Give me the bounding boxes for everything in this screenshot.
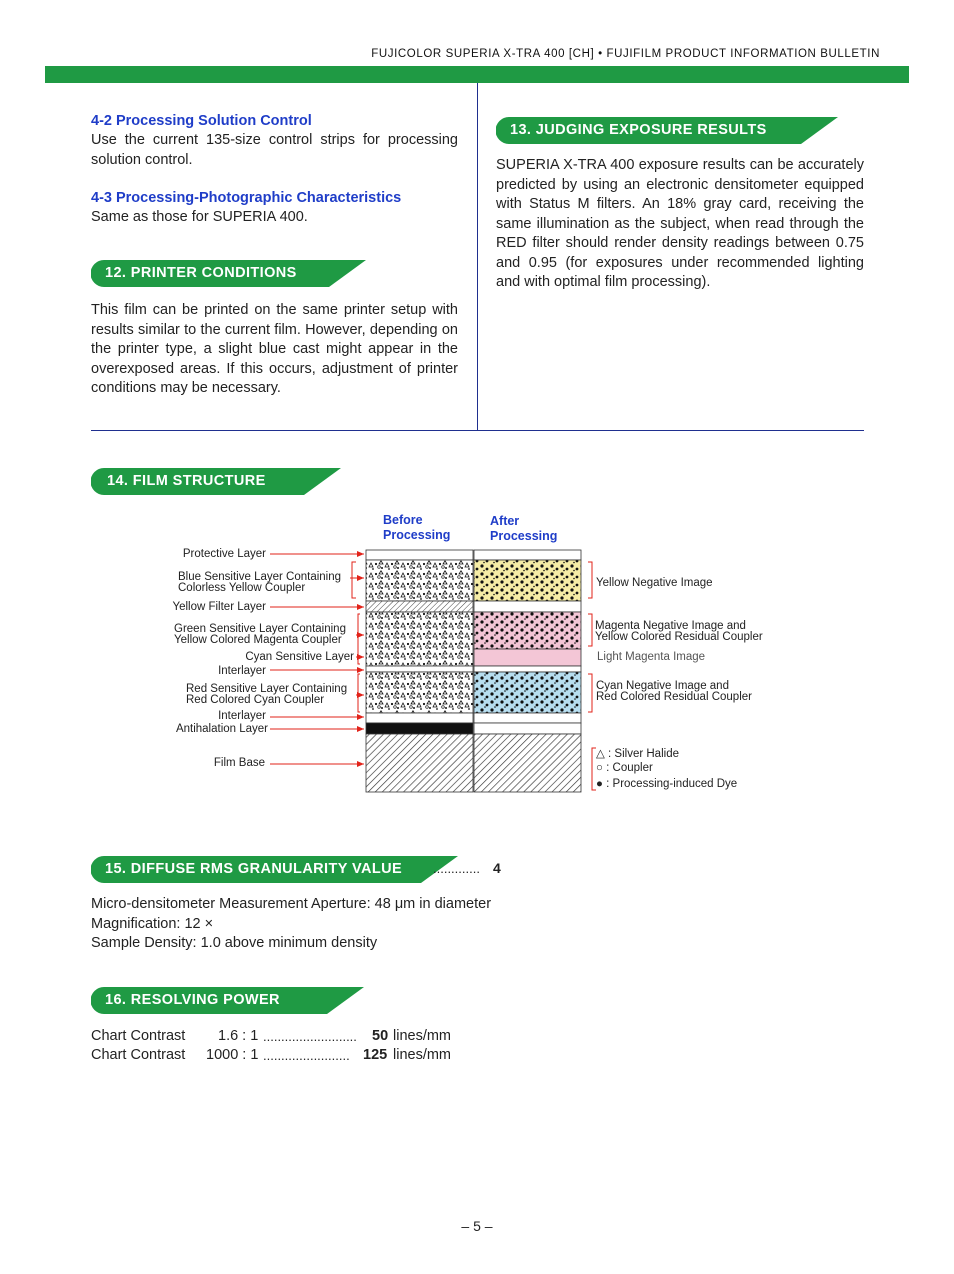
section-rule <box>91 430 864 431</box>
left-braces <box>352 562 360 712</box>
sec15-sample-density: Sample Density: 1.0 above minimum density <box>91 935 378 951</box>
label-antihalation: Antihalation Layer <box>175 723 268 735</box>
label-light-magenta: Light Magenta Image <box>597 651 706 663</box>
sec16-banner-label: 16. RESOLVING POWER <box>105 992 280 1008</box>
label-film-base: Film Base <box>213 757 265 769</box>
sec15-banner-label: 15. DIFFUSE RMS GRANULARITY VALUE <box>105 861 403 877</box>
legend-silver-halide: △ : Silver Halide <box>596 748 679 760</box>
sec15-magnification: Magnification: 12 × <box>91 916 214 932</box>
label-red-layer-1: Red Sensitive Layer Containing <box>186 683 348 695</box>
sec16-row1-unit: lines/mm <box>393 1028 452 1044</box>
label-interlayer-2: Interlayer <box>218 710 266 722</box>
sec15-leader: ............. <box>433 861 480 876</box>
sec14-banner <box>91 468 341 495</box>
sec12-banner <box>91 260 366 287</box>
label-interlayer-1: Interlayer <box>218 665 266 677</box>
sec16-row2-value: 125 <box>363 1047 388 1063</box>
label-yellow-filter: Yellow Filter Layer <box>172 601 266 613</box>
page-number: – 5 – <box>461 1218 493 1234</box>
sec14-banner-label: 14. FILM STRUCTURE <box>107 473 266 489</box>
label-yellow-negative: Yellow Negative Image <box>596 577 713 589</box>
label-cyan-2: Red Colored Residual Coupler <box>596 691 752 703</box>
label-magenta-2: Yellow Colored Residual Coupler <box>595 631 763 643</box>
sec15-banner <box>91 856 458 883</box>
sec16-row1-value: 50 <box>372 1028 389 1044</box>
sec15-aperture: Micro-densitometer Measurement Aperture: 48 μm in diameter <box>91 896 492 912</box>
header-bar <box>45 66 909 83</box>
sec15-value: 4 <box>493 860 501 876</box>
sec42-text: Use the current 135-size control strips for processing solution control. <box>91 132 458 168</box>
after-column <box>474 550 581 792</box>
label-blue-layer-2: Colorless Yellow Coupler <box>178 582 306 594</box>
label-cyan-sensitive: Cyan Sensitive Layer <box>245 651 354 663</box>
before-processing-label: Before Processing <box>383 513 451 542</box>
sec16-row2-ratio: 1000 : 1 <box>206 1047 259 1063</box>
label-green-layer-2: Yellow Colored Magenta Coupler <box>174 634 342 646</box>
sec16-row2-unit: lines/mm <box>393 1047 452 1063</box>
sec16-row2-label: Chart Contrast <box>91 1047 186 1063</box>
label-blue-layer-1: Blue Sensitive Layer Containing <box>178 571 342 583</box>
running-header: FUJICOLOR SUPERIA X-TRA 400 [CH] • FUJIFILM PRODUCT INFORMATION BULLETIN <box>371 48 880 60</box>
label-magenta-1: Magenta Negative Image and <box>595 620 746 632</box>
sec16-row2-leader: ........................ <box>263 1048 350 1063</box>
legend-coupler: ○ : Coupler <box>596 762 653 774</box>
label-green-layer-1: Green Sensitive Layer Containing <box>174 623 346 635</box>
column-divider <box>477 83 478 430</box>
after-processing-label: After Processing <box>490 514 558 543</box>
label-cyan-1: Cyan Negative Image and <box>596 680 729 692</box>
sec13-banner <box>496 117 838 144</box>
sec16-row1-ratio: 1.6 : 1 <box>218 1028 259 1044</box>
sec16-row1-leader: .......................... <box>263 1029 357 1044</box>
sec13-banner-label: 13. JUDGING EXPOSURE RESULTS <box>510 122 767 138</box>
sec16-row1-label: Chart Contrast <box>91 1028 186 1044</box>
label-red-layer-2: Red Colored Cyan Coupler <box>186 694 325 706</box>
sec43-title: 4-3 Processing-Photographic Characteristics <box>91 190 402 206</box>
sec12-banner-label: 12. PRINTER CONDITIONS <box>105 265 297 281</box>
right-braces <box>588 562 596 790</box>
label-protective-layer: Protective Layer <box>182 548 266 560</box>
legend-dye: ● : Processing-induced Dye <box>596 778 738 790</box>
sec42-title: 4-2 Processing Solution Control <box>91 113 312 129</box>
sec12-text: This film can be printed on the same printer setup with results similar to the current film. However, depending on the printer type, a slight blue cast might appear in the overexposed areas. If this occurs, adjustment of printer conditions may be necessary. <box>91 302 458 396</box>
sec43-text: Same as those for SUPERIA 400. <box>91 209 308 225</box>
sec13-text: SUPERIA X-TRA 400 exposure results can be accurately predicted by using an electronic densitometer equipped with Status M filters. An 18% gray card, receiving the same illumination as the subject, when read through the RED filter should render density readings between 0.75 and 0.95 (for exposures under recommended lighting and with optimal film processing). <box>496 157 864 290</box>
before-column <box>366 550 473 792</box>
sec16-banner <box>91 987 364 1014</box>
